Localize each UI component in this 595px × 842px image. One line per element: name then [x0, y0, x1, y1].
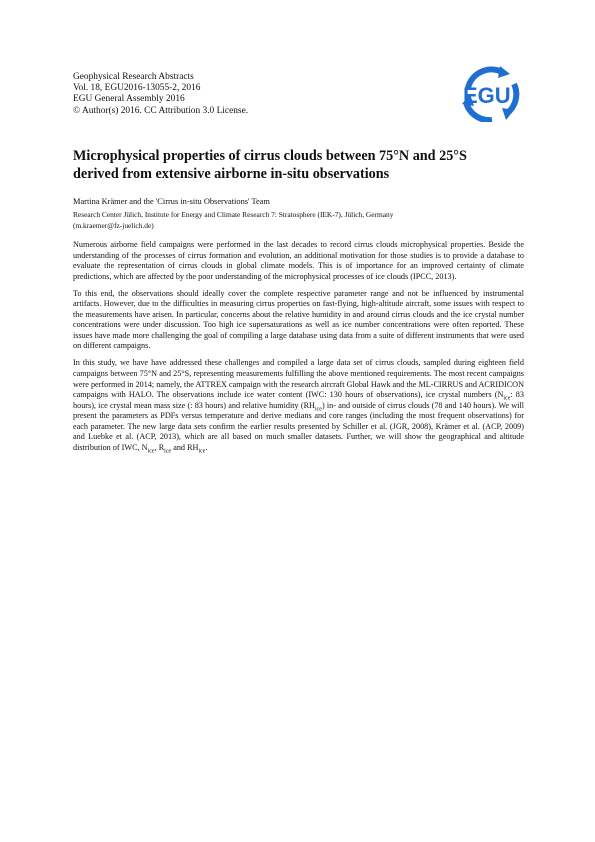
title-line-2: derived from extensive airborne in-situ observations — [73, 165, 390, 182]
abstract-body — [73, 240, 524, 460]
header-line-journal: Geophysical Research Abstracts — [73, 72, 194, 82]
paper-title — [73, 148, 533, 183]
subscript-ice: ice — [147, 448, 155, 455]
logo-text: EGU — [463, 83, 511, 108]
subscript-ice: ice — [314, 406, 322, 413]
affiliation-email: (m.kraemer@fz-juelich.de) — [73, 220, 154, 230]
journal-header — [73, 72, 248, 117]
affiliation-institute: Research Center Jülich, Institute for Energy and Climate Research 7: Stratosphere (IEK-7), Jülich, Germany — [73, 210, 394, 219]
subscript-ice: ice — [198, 448, 206, 455]
paragraph-1: Numerous airborne field campaigns were performed in the last decades to record cirrus clouds microphysical properties. Beside the understanding of the processes of cirrus formation and evolution, an additional motivation for those studies is to provide a database to evaluate the representation of cirrus clouds in global climate models. This is of importance for an improved certainty of climate predictions, which are affected by the poor understanding of the microphysical processes of ice clouds (IPCC, 2013). — [73, 240, 524, 281]
title-line-1: Microphysical properties of cirrus clouds between 75°N and 25°S — [73, 148, 467, 164]
paragraph-3-text-d: , R — [154, 442, 165, 452]
paragraph-3-text-a: In this study, we have have addressed these challenges and compiled a large data set of cirrus clouds, sampled during eighteen field campaigns between 75°N and 25°S, representing measurements fulfilling the above mentioned requirements. The most recent campaigns were performed in 2014; namely, the ATTREX campaign with the research aircraft Global Hawk and the ML-CIRRUS and ACRIDICON campaigns with HALO. The observations include ice water content (IWC: 130 hours of observations), ice crystal numbers (N — [73, 358, 524, 400]
paragraph-3 — [73, 358, 524, 453]
header-line-assembly: EGU General Assembly 2016 — [73, 94, 185, 105]
paragraph-2: To this end, the observations should ideally cover the complete respective parameter range and not be influenced by instrumental artifacts. However, due to the difficulties in measuring cirrus properties on fast-flying, high-altitude aircraft, some issues with respect to the measurements have arisen. In particular, concerns about the relative humidity in and around cirrus clouds and the ice crystal number concentrations were under discussion. Too high ice supersaturations as well as ice number concentrations were often reported. These issues have made more challenging the goal of compiling a large database using data from a suite of different instruments that were used on different campaigns. — [73, 288, 524, 351]
header-line-volume: Vol. 18, EGU2016-13055-2, 2016 — [73, 83, 201, 94]
subscript-ice: ice — [164, 448, 172, 455]
paragraph-3-text-b: : 83 hours), ice crystal mean mass size (: 83 hours) and relative humidity (RH — [73, 390, 524, 410]
header-line-license: © Author(s) 2016. CC Attribution 3.0 License. — [73, 105, 249, 116]
author-list: Martina Krämer and the 'Cirrus in-situ Observations' Team — [73, 197, 270, 206]
paragraph-3-text-e: and RH — [171, 442, 199, 452]
egu-logo-icon — [456, 66, 530, 122]
affiliation — [73, 210, 533, 231]
subscript-ice: ice — [503, 395, 511, 402]
paragraph-3-text-c: ) in- and outside of cirrus clouds (78 and 140 hours). We will present the parameters as PDFs versus temperature and derive medians and core ranges (including the most frequent observations) for each parameter. The new large data sets confirm the earlier results presented by Schiller et al. (JGR, 2008), Krämer et al. (ACP, 2009) and Luebke et al. (ACP, 2013), which are all based on much smaller datasets. Further, we will show the geographical and altitude distribution of IWC, N — [73, 400, 524, 452]
paragraph-3-text-f: . — [205, 442, 208, 452]
